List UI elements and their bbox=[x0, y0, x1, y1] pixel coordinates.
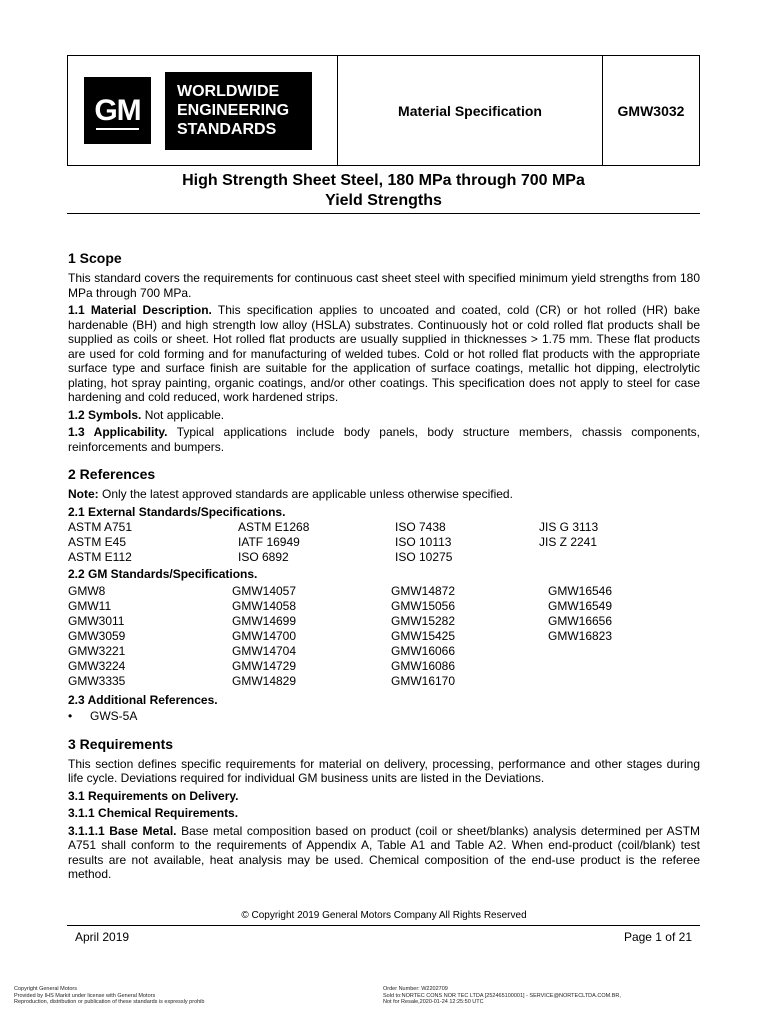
document-body bbox=[68, 250, 700, 894]
standard-cell: GMW14829 bbox=[232, 673, 297, 688]
license-line: Copyright General Motors bbox=[14, 986, 77, 992]
standard-cell: GMW16086 bbox=[391, 658, 456, 673]
standard-cell: GMW3059 bbox=[68, 628, 126, 643]
doc-number: GMW3032 bbox=[617, 102, 685, 119]
standard-cell: ISO 10113 bbox=[395, 535, 452, 549]
paragraph-text: Not applicable. bbox=[141, 407, 225, 422]
paragraph-label: 1.3 Applicability. bbox=[68, 425, 168, 439]
brand-block bbox=[165, 72, 312, 150]
brand-line: STANDARDS bbox=[177, 121, 277, 138]
license-line: Provided by IHS Markit under license with General Motors bbox=[14, 992, 156, 999]
section-heading: 2 References bbox=[68, 466, 156, 482]
standard-cell bbox=[548, 674, 700, 689]
paragraph-label: 1.1 Material Description. bbox=[68, 303, 212, 317]
standard-cell: GMW16656 bbox=[548, 613, 613, 628]
order-notice bbox=[383, 986, 621, 1006]
brand-line: ENGINEERING bbox=[177, 102, 290, 119]
standard-cell: JIS G 3113 bbox=[539, 520, 599, 534]
section-requirements bbox=[68, 736, 700, 882]
header-box bbox=[67, 55, 700, 166]
standard-cell: ISO 10275 bbox=[395, 550, 453, 564]
symbols bbox=[68, 408, 700, 423]
material-description bbox=[68, 303, 700, 405]
standard-cell: ASTM E1268 bbox=[238, 520, 310, 534]
footer-divider bbox=[67, 925, 700, 926]
requirements-intro: This section defines specific requirements for material on delivery, processing, performance and other stages during life cycle. Deviations required for individual GM business units are listed in the Deviations. bbox=[68, 756, 700, 785]
order-line: Order Number: W2202709 bbox=[383, 986, 448, 992]
title-line-2: Yield Strengths bbox=[325, 192, 442, 209]
standard-cell: GMW14872 bbox=[391, 583, 456, 598]
title-line-1: High Strength Sheet Steel, 180 MPa through 700 MPa bbox=[182, 172, 585, 189]
copyright-notice: © Copyright 2019 General Motors Company All Rights Reserved bbox=[241, 910, 527, 921]
standard-cell: GMW16170 bbox=[391, 673, 456, 688]
doc-type: Material Specification bbox=[338, 56, 603, 165]
standard-cell: GMW16546 bbox=[548, 583, 613, 598]
paragraph-label: 1.2 Symbols. bbox=[68, 407, 142, 422]
section-scope bbox=[68, 250, 700, 454]
section-heading: 3 Requirements bbox=[68, 735, 174, 752]
section-heading: 1 Scope bbox=[68, 250, 122, 266]
paragraph-label: 3.1.1.1 Base Metal. bbox=[68, 823, 177, 838]
additional-references-list bbox=[68, 709, 700, 724]
standard-cell: GMW8 bbox=[68, 583, 106, 598]
references-note bbox=[68, 487, 700, 502]
note-label: Note: bbox=[68, 487, 99, 501]
subsection-heading: 2.3 Additional References. bbox=[68, 692, 218, 707]
standard-cell: GMW3224 bbox=[68, 658, 126, 673]
standard-cell: GMW14700 bbox=[232, 628, 297, 643]
scope-intro: This standard covers the requirements for continuous cast sheet steel with specified minimum yield strengths from 180 MPa through 700 MPa. bbox=[68, 271, 700, 300]
base-metal bbox=[68, 824, 700, 882]
subsection-heading: 3.1.1 Chemical Requirements. bbox=[68, 806, 239, 820]
footer-date: April 2019 bbox=[75, 930, 130, 944]
standard-cell: IATF 16949 bbox=[238, 535, 300, 549]
standard-cell: ASTM A751 bbox=[68, 520, 133, 534]
page-number: Page 1 of 21 bbox=[623, 930, 692, 944]
paragraph-text: Base metal composition based on product (coil or sheet/blanks) analysis determined per ASTM A751 shall conform to the requirements of Appendix A, Table A1 and Table A2. When end-product (coil/blank) test results are not available, heat analysis may be used. Chemical composition of the end-use product is the referee method. bbox=[68, 823, 700, 881]
title-divider bbox=[67, 213, 700, 214]
standard-cell: ISO 6892 bbox=[238, 550, 289, 564]
order-line: Sold to:NORTEC CONS NOR TEC LTDA [252465100001] - SERVICE@NORTECLTDA.COM.BR, bbox=[383, 992, 621, 999]
paragraph-text: This specification applies to uncoated and coated, cold (CR) or hot rolled (HR) bake hardenable (BH) and high strength low alloy (HSLA) substrates. Continuously hot or cold rolled flat products shall be supplied as coils or sheet. Hot rolled flat products are usually supplied in thicknesses > 1.75 mm. These flat products are used for cold forming and for manufacturing of welded tubes. Cold or hot rolled flat products with the appropriate surface type and surface finish are suitable for the application of surface coatings, metallic hot dipping, electrolytic plating, hot spray painting, organic coatings, and/or other coatings. This specification does not apply to steel for case hardening and cold reduced, work hardened strips. bbox=[68, 303, 700, 404]
subsection-heading: 2.1 External Standards/Specifications. bbox=[68, 504, 286, 519]
applicability bbox=[68, 425, 700, 454]
standard-cell: GMW14729 bbox=[232, 658, 297, 673]
brand-line: WORLDWIDE bbox=[177, 83, 280, 100]
standard-cell: GMW3221 bbox=[68, 643, 126, 658]
standard-cell: GMW3011 bbox=[68, 613, 125, 628]
standard-cell: GMW15282 bbox=[391, 613, 456, 628]
standard-cell: GMW15425 bbox=[391, 628, 456, 643]
header-logo-cell bbox=[68, 56, 338, 165]
standard-cell: GMW14704 bbox=[232, 643, 297, 658]
gm-logo bbox=[84, 77, 151, 144]
license-notice bbox=[14, 986, 204, 1006]
standard-cell: GMW16066 bbox=[391, 643, 456, 658]
gm-logo-text: GM bbox=[94, 93, 141, 127]
standard-cell: GMW14058 bbox=[232, 598, 297, 613]
note-text: Only the latest approved standards are applicable unless otherwise specified. bbox=[98, 487, 513, 501]
standard-cell: ASTM E45 bbox=[68, 535, 127, 549]
list-item: • GWS-5A bbox=[68, 709, 700, 724]
standard-cell: GMW14057 bbox=[232, 583, 297, 598]
order-line: Not for Resale,2020-01-24 12:25:50 UTC bbox=[383, 999, 484, 1005]
subsection-heading: 3.1 Requirements on Delivery. bbox=[68, 788, 239, 803]
page-title bbox=[67, 171, 700, 211]
paragraph-text: Typical applications include body panels, body structure members, chassis components, reinforcements and bumpers. bbox=[68, 425, 701, 454]
standard-cell: GMW11 bbox=[68, 598, 112, 613]
standard-cell: GMW16823 bbox=[548, 628, 613, 643]
section-references bbox=[68, 466, 700, 724]
subsection-heading: 2.2 GM Standards/Specifications. bbox=[68, 567, 258, 581]
standard-cell: GMW14699 bbox=[232, 613, 297, 628]
standard-cell bbox=[539, 550, 700, 565]
gm-standards-table bbox=[68, 584, 700, 689]
standard-cell: ASTM E112 bbox=[68, 550, 132, 564]
standard-cell: GMW15056 bbox=[391, 598, 456, 613]
standard-cell: JIS Z 2241 bbox=[539, 535, 598, 549]
standard-cell bbox=[548, 644, 700, 659]
standard-cell: GMW3335 bbox=[68, 673, 126, 688]
external-standards-table bbox=[68, 520, 700, 565]
standard-cell: GMW16549 bbox=[548, 598, 613, 613]
license-line: Reproduction, distribution or publication of these standards is expressly prohib bbox=[14, 999, 205, 1005]
standard-cell bbox=[548, 659, 700, 674]
standard-cell: ISO 7438 bbox=[395, 520, 446, 534]
